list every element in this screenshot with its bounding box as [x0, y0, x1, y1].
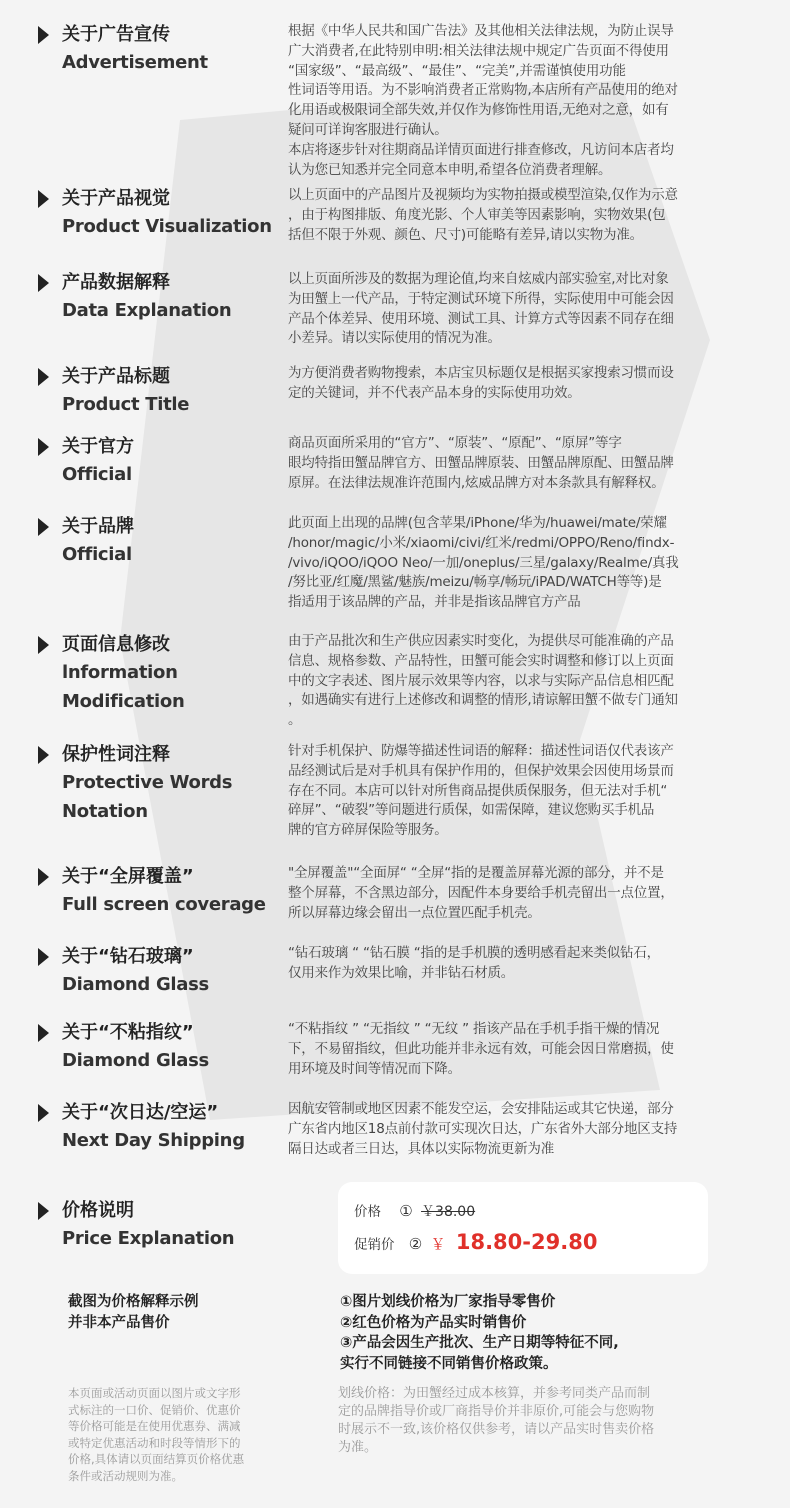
- triangle-marker-icon: [38, 636, 49, 654]
- triangle-marker-icon: [38, 26, 49, 44]
- section-title-en: Diamond Glass: [62, 1050, 209, 1071]
- section-body-text: 由于产品批次和生产供应因素实时变化，为提供尽可能准确的产品 信息、规格参数、产品特性，田蟹可能会实时调整和修订以上页面 中的文字表述、图片展示效果等内容，以求与实际产品信息相匹配 ，如遇确实有进行上述修改和调整的情形,请谅解田蟹不做专门通知 。: [288, 633, 678, 729]
- original-price-row: [354, 1200, 475, 1221]
- section-title-cn: 页面信息修改: [62, 634, 170, 655]
- promo-price-row: [354, 1230, 597, 1254]
- price-example-card: [338, 1182, 708, 1274]
- triangle-marker-icon: [38, 1104, 49, 1122]
- section-body-text: "全屏覆盖"“全面屏“ “全屏“指的是覆盖屏幕光源的部分，并不是 整个屏幕，不含黑边部分，因配件本身要给手机壳留出一点位置， 所以屏幕边缘会留出一点位置匹配手机壳。: [288, 865, 674, 921]
- triangle-marker-icon: [38, 274, 49, 292]
- section-body-text: “钻石玻璃 “ “钻石膜 “指的是手机膜的透明感看起来类似钻石， 仅用来作为效果比喻，并非钻石材质。: [288, 945, 660, 981]
- triangle-marker-icon: [38, 868, 49, 886]
- section-title-cn: 关于产品视觉: [62, 188, 170, 209]
- section-title-en: Advertisement: [62, 52, 208, 73]
- section-body-text: 针对手机保护、防爆等描述性词语的解释：描述性词语仅代表该产 品经测试后是对手机具有保护作用的，但保护效果会因使用场景而 存在不同。本店可以针对所售商品提供质保服务，但无法对手机“ 碎屏”、“破裂”等问题进行质保，如需保障，建议您购买手机品 牌的官方碎屏保险等服务。: [288, 743, 674, 839]
- section-title-cn: 保护性词注释: [62, 744, 170, 765]
- footer-strike-price-disclaimer: 划线价格：为田蟹经过成本核算，并参考同类产品而制 定的品牌指导价或厂商指导价并非原价,可能会与您购物 时展示不一致,该价格仅供参考，请以产品实时售卖价格 为准。: [338, 1386, 655, 1455]
- triangle-marker-icon: [38, 438, 49, 456]
- section-title-en: Next Day Shipping: [62, 1130, 245, 1151]
- section-title-en: Price Explanation: [62, 1228, 235, 1249]
- marker-one: ①: [399, 1202, 413, 1220]
- section-body-text: 根据《中华人民共和国广告法》及其他相关法律法规，为防止误导 广大消费者,在此特别申明:相关法律法规中规定广告页面不得使用 “国家级”、“最高级”、“最佳”、“完美”,并需谨慎使用功能 性词语等用语。为不影响消费者正常购物,本店所有产品使用的绝对 化用语或极限词全部失效,并仅作为修饰性用语,无绝对之意，如有 疑问可详询客服进行确认。 本店将逐步针对往期商品详情页面进行排查修改，凡访问本店者均 认为您已知悉并完全同意本申明,希望各位消费者理解。: [288, 23, 678, 178]
- promo-currency: ￥: [430, 1235, 446, 1253]
- section-title-cn: 关于“全屏覆盖”: [62, 866, 194, 887]
- section-title-en: Product Title: [62, 394, 190, 415]
- section-body-text: 以上页面所涉及的数据为理论值,均来自炫威内部实验室,对比对象 为田蟹上一代产品，于特定测试环境下所得，实际使用中可能会因 产品个体差异、使用环境、测试工具、计算方式等因素不同存在细 小差异。请以实际使用的情况为准。: [288, 271, 674, 347]
- original-price-value: ￥38.00: [421, 1204, 476, 1220]
- triangle-marker-icon: [38, 1024, 49, 1042]
- section-title-en: lnformation: [62, 662, 178, 683]
- section-title-en: Official: [62, 544, 132, 565]
- section-title-en: Official: [62, 464, 132, 485]
- section-title-en: Full screen coverage: [62, 894, 266, 915]
- section-title-cn: 产品数据解释: [62, 272, 170, 293]
- section-body-text: 因航安管制或地区因素不能发空运，会安排陆运或其它快递，部分 广东省内地区18点前付款可实现次日达，广东省外大部分地区支持 隔日达或者三日达，具体以实际物流更新为准: [288, 1101, 678, 1157]
- original-price-label: 价格: [354, 1204, 381, 1220]
- section-body-text: 商品页面所采用的“官方”、“原装”、“原配”、“原屏”等字 眼均特指田蟹品牌官方、田蟹品牌原装、田蟹品牌原配、田蟹品牌 原屏。在法律法规准许范围内,炫威品牌方对本条款具有解释权。: [288, 435, 674, 491]
- section-title-cn: 价格说明: [62, 1200, 134, 1221]
- section-title-cn: 关于官方: [62, 436, 134, 457]
- section-title-en: Notation: [62, 801, 148, 822]
- footer-promo-disclaimer: 本页面或活动页面以图片或文字形 式标注的一口价、促销价、优惠价 等价格可能是在使用优惠券、满减 或特定优惠活动和时段等情形下的 价格,具体请以页面结算页价格优惠 条件或活动规则为准。: [68, 1386, 245, 1483]
- triangle-marker-icon: [38, 190, 49, 208]
- section-title-cn: 关于“次日达/空运”: [62, 1102, 219, 1123]
- triangle-marker-icon: [38, 518, 49, 536]
- triangle-marker-icon: [38, 948, 49, 966]
- section-body-text: “不粘指纹 ” “无指纹 ” “无纹 ” 指该产品在手机手指干燥的情况 下，不易留指纹，但此功能并非永远有效，可能会因日常磨损，使 用环境及时间等情况而下降。: [288, 1021, 674, 1077]
- section-title-en: Modification: [62, 691, 185, 712]
- price-legend-note: ①图片划线价格为厂家指导零售价 ②红色价格为产品实时销售价 ③产品会因生产批次、生产日期等特征不同, 实行不同链接不同销售价格政策。: [340, 1294, 619, 1372]
- triangle-marker-icon: [38, 1202, 49, 1220]
- section-title-cn: 关于产品标题: [62, 366, 170, 387]
- section-body-text: 以上页面中的产品图片及视频均为实物拍摄或模型渲染,仅作为示意 ，由于构图排版、角度光影、个人审美等因素影响，实物效果(包 括但不限于外观、颜色、尺寸)可能略有差异,请以实物为准。: [288, 187, 678, 243]
- section-title-en: Product Visualization: [62, 216, 272, 237]
- section-title-cn: 关于广告宣传: [62, 24, 170, 45]
- marker-two: ②: [408, 1235, 423, 1253]
- section-title-en: Diamond Glass: [62, 974, 209, 995]
- section-body-text: 为方便消费者购物搜索，本店宝贝标题仅是根据买家搜索习惯而设 定的关键词，并不代表产品本身的实际使用功效。: [288, 365, 674, 401]
- section-body-text: 此页面上出现的品牌(包含苹果/iPhone/华为/huawei/mate/荣耀 /honor/magic/小米/xiaomi/civi/红米/redmi/OPPO/Reno/findx- /vivo/iQOO/iQOO Neo/一加/oneplus/三星/galaxy/Realme/真我 /努比亚/红魔/黑鲨/魅族/meizu/畅享/畅玩/iPAD/WATCH等等)是 指适用于该品牌的产品，并非是指该品牌官方产品: [288, 515, 679, 611]
- section-title-en: Data Explanation: [62, 300, 232, 321]
- triangle-marker-icon: [38, 746, 49, 764]
- section-title-cn: 关于“不粘指纹”: [62, 1022, 194, 1043]
- promo-price-value: 18.80-29.80: [455, 1230, 598, 1254]
- section-title-cn: 关于“钻石玻璃”: [62, 946, 194, 967]
- section-title-en: Protective Words: [62, 772, 233, 793]
- section-title-cn: 关于品牌: [62, 516, 134, 537]
- price-example-note: 截图为价格解释示例 并非本产品售价: [68, 1294, 199, 1331]
- triangle-marker-icon: [38, 368, 49, 386]
- promo-price-label: 促销价: [354, 1237, 395, 1253]
